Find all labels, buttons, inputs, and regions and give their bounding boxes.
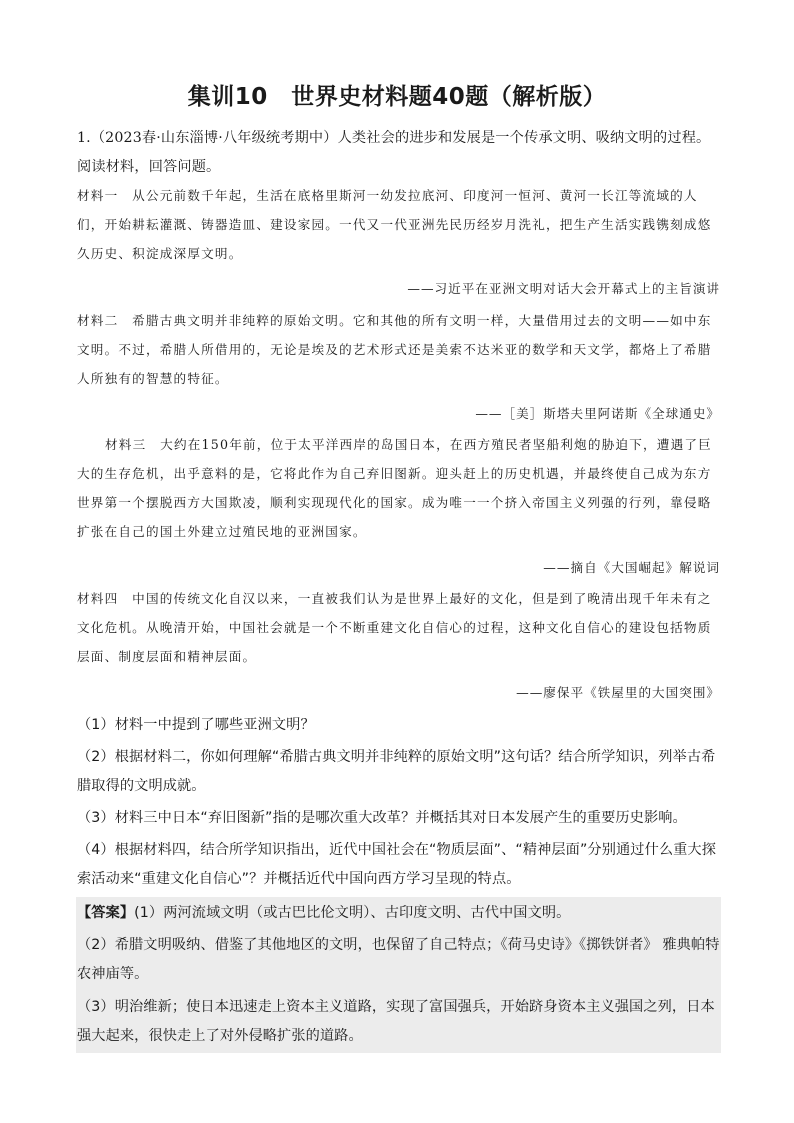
material-two: 材料二 希腊古典文明并非纯粹的原始文明。它和其他的所有文明一样，大量借用过去的文明——如中东文明。不过，希腊人所借用的，无论是埃及的艺术形式还是美索不达米亚的数学和天文学，都烙上了希腊人所独有的智慧的特征。 xyxy=(77,313,712,386)
page-title: 集训10 世界史材料题40题（解析版） xyxy=(187,84,607,110)
source-one: ——习近平在亚洲文明对话大会开幕式上的主旨演讲 xyxy=(407,281,720,296)
answer-1-text: (1）两河流域文明（或古巴比伦文明）、古印度文明、古代中国文明。 xyxy=(134,905,571,921)
material-one: 材料一 从公元前数千年起，生活在底格里斯河一幼发拉底河、印度河一恒河、黄河一长江等流域的人们，开始耕耘灌溉、铸器造皿、建设家园。一代又一代亚洲先民历经岁月洗礼，把生产生活实践镌刻成悠久历史、积淀成深厚文明。 xyxy=(77,188,712,261)
material-four: 材料四 中国的传统文化自汉以来，一直被我们认为是世界上最好的文化，但是到了晚清出现千年未有之文化危机。从晚清开始，中国社会就是一个不断重建文化自信心的过程，这种文化自信心的建设包括物质层面、制度层面和精神层面。 xyxy=(77,591,712,664)
material-three: 材料三 大约在150年前，位于太平洋西岸的岛国日本，在西方殖民者坚船利炮的胁迫下，遭遇了巨大的生存危机，出乎意料的是，它将此作为自己弃旧图新。迎头赶上的历史机遇，并最终使自己成为东方世界第一个摆脱西方大国欺凌，顺利实现现代化的国家。成为唯一一个挤入帝国主义列强的行列，靠侵略扩张在自己的国土外建立过殖民地的亚洲国家。 xyxy=(77,437,712,539)
sub-question-1: （1）材料一中提到了哪些亚洲文明？ xyxy=(77,717,315,733)
source-two: ——［美］斯塔夫里阿诺斯《全球通史》 xyxy=(475,406,720,421)
sub-question-3: （3）材料三中日本“弃旧图新”指的是哪次重大改革？并概括其对日本发展产生的重要历史影响。 xyxy=(77,810,687,826)
answer-1 xyxy=(77,899,721,928)
source-four: ——廖保平《铁屋里的大国突围》 xyxy=(516,685,720,700)
sub-question-2: （2）根据材料二，你如何理解“希腊古典文明并非纯粹的原始文明”这句话？结合所学知识，列举古希腊取得的文明成就。 xyxy=(77,749,716,794)
answer-label: 【答案】 xyxy=(77,905,135,921)
answer-3: （3）明治维新；使日本迅速走上资本主义道路，实现了富国强兵，开始跻身资本主义强国之列，日本强大起来，很快走上了对外侵略扩张的道路。 xyxy=(77,999,715,1044)
answer-2: （2）希腊文明吸纳、借鉴了其他地区的文明，也保留了自己特点；《荷马史诗》《掷铁饼者》 雅典帕特农神庙等。 xyxy=(77,937,720,982)
question-intro: 1.（2023春·山东淄博·八年级统考期中）人类社会的进步和发展是一个传承文明、吸纳文明的过程。阅读材料，回答问题。 xyxy=(77,130,711,175)
sub-question-4: （4）根据材料四，结合所学知识指出，近代中国社会在“物质层面”、“精神层面”分别通过什么重大探索活动来“重建文化自信心”？并概括近代中国向西方学习呈现的特点。 xyxy=(77,842,717,887)
source-three: ——摘自《大国崛起》解说词 xyxy=(543,560,720,575)
